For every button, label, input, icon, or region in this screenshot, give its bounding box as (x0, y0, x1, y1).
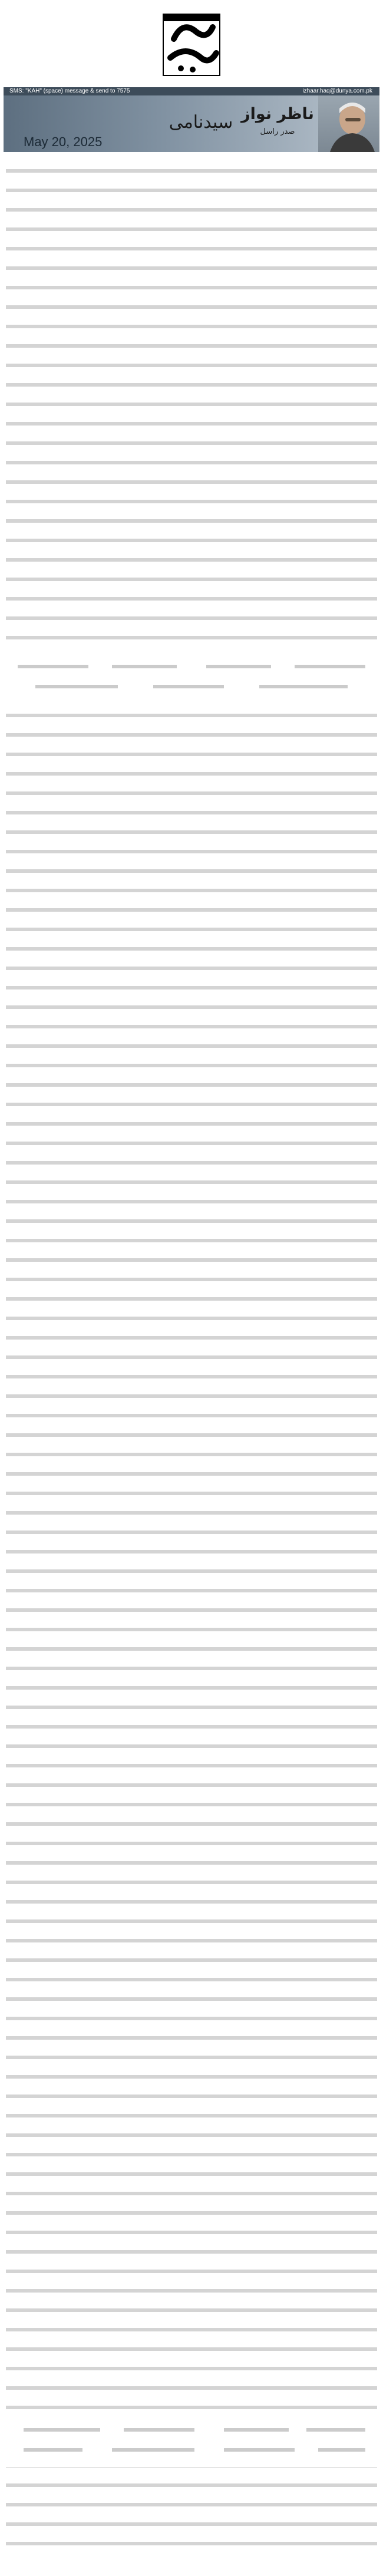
verse-block (0, 2416, 383, 2467)
author-role: صدر راسل (260, 127, 295, 136)
column-date: May 20, 2025 (24, 134, 103, 149)
column-header (4, 87, 379, 152)
sms-info: SMS: "KAH" (space) message & send to 7575 (9, 88, 130, 94)
column-title: سیدنامی (169, 112, 233, 133)
verse-block (0, 653, 383, 704)
dunya-logo-icon (150, 4, 233, 86)
author-portrait (318, 95, 379, 152)
article-body (6, 160, 377, 2559)
author-name: ناظر نواز (241, 105, 314, 123)
author-email: izhaar.haq@dunya.com.pk (302, 88, 372, 94)
